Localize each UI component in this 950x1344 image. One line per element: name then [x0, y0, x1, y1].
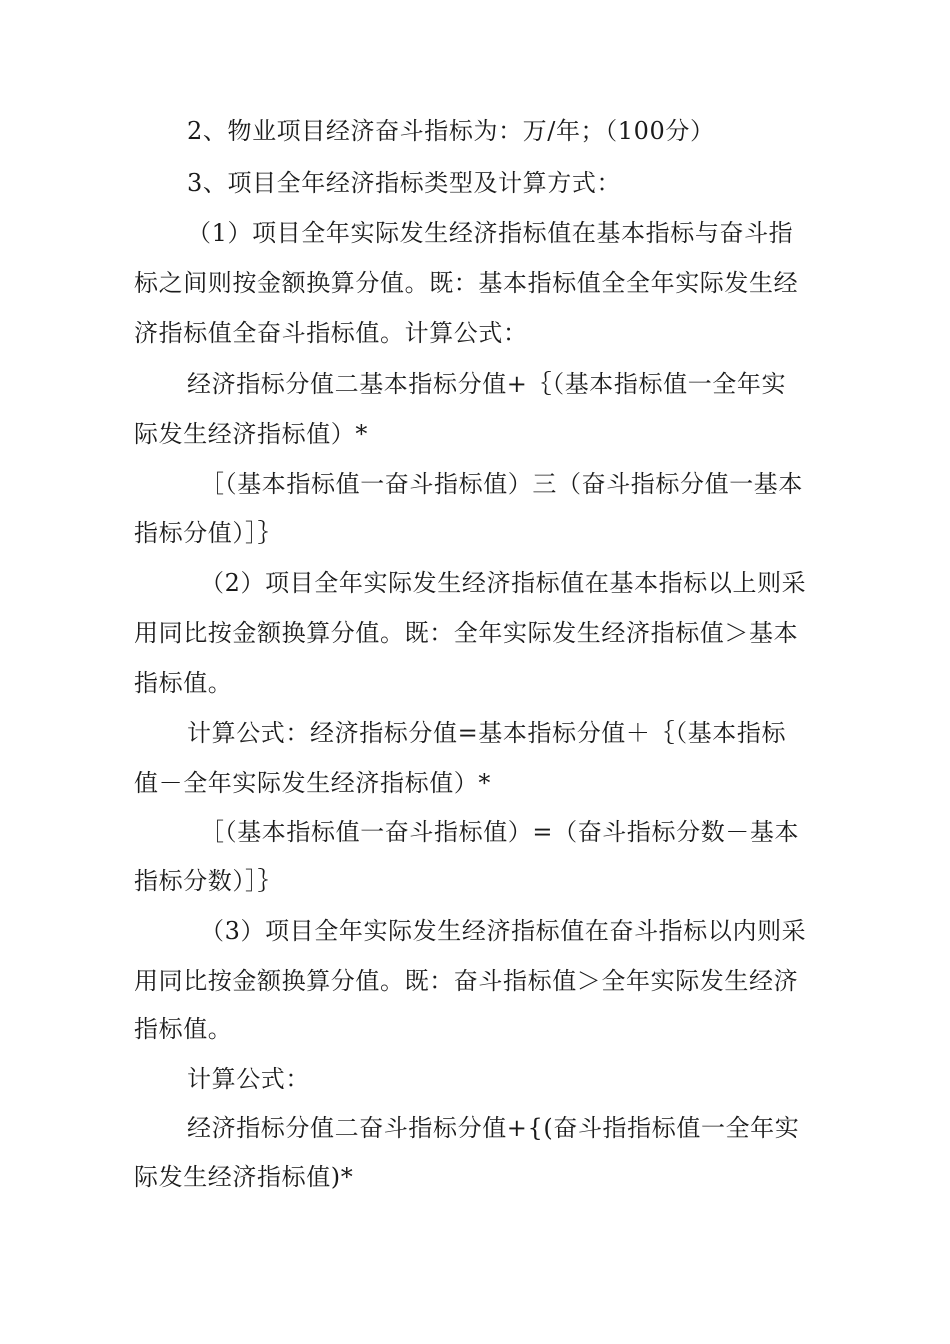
text-line-13: 计算公式：经济指标分值=基本指标分值＋｛（基本指标: [187, 719, 787, 747]
text-line-21: 经济指标分值二奋斗指标分值+{(奋斗指指标值一全年实: [187, 1114, 800, 1142]
text-line-7: 际发生经济指标值）*: [134, 420, 368, 448]
text-line-18: 用同比按金额换算分值。既：奋斗指标值＞全年实际发生经济: [134, 967, 799, 995]
text-line-17: （3）项目全年实际发生经济指标值在奋斗指标以内则采: [200, 917, 807, 945]
text-line-14: 值－全年实际发生经济指标值）*: [134, 769, 491, 797]
text-line-3: （1）项目全年实际发生经济指标值在基本指标与奋斗指: [187, 219, 794, 247]
text-line-11: 用同比按金额换算分值。既：全年实际发生经济指标值＞基本: [134, 619, 799, 647]
text-line-8: ［（基本指标值一奋斗指标值）三（奋斗指标分值一基本: [200, 470, 803, 498]
text-line-19: 指标值。: [134, 1015, 233, 1043]
text-line-10: （2）项目全年实际发生经济指标值在基本指标以上则采: [200, 569, 807, 597]
text-line-5: 济指标值全奋斗指标值。计算公式：: [134, 319, 528, 347]
text-line-12: 指标值。: [134, 669, 233, 697]
text-line-20: 计算公式：: [187, 1065, 310, 1093]
text-line-4: 标之间则按金额换算分值。既：基本指标值全全年实际发生经: [134, 269, 799, 297]
text-line-15: ［（基本指标值一奋斗指标值）=（奋斗指标分数－基本: [200, 818, 800, 846]
text-line-1: 2、物业项目经济奋斗指标为：万/年；（100分）: [187, 117, 715, 145]
text-line-2: 3、项目全年经济指标类型及计算方式：: [187, 169, 622, 197]
text-line-22: 际发生经济指标值)*: [134, 1163, 354, 1191]
text-line-16: 指标分数）］｝: [134, 867, 283, 895]
text-line-9: 指标分值）］｝: [134, 519, 283, 547]
text-line-6: 经济指标分值二基本指标分值+｛（基本指标值一全年实: [187, 370, 787, 398]
